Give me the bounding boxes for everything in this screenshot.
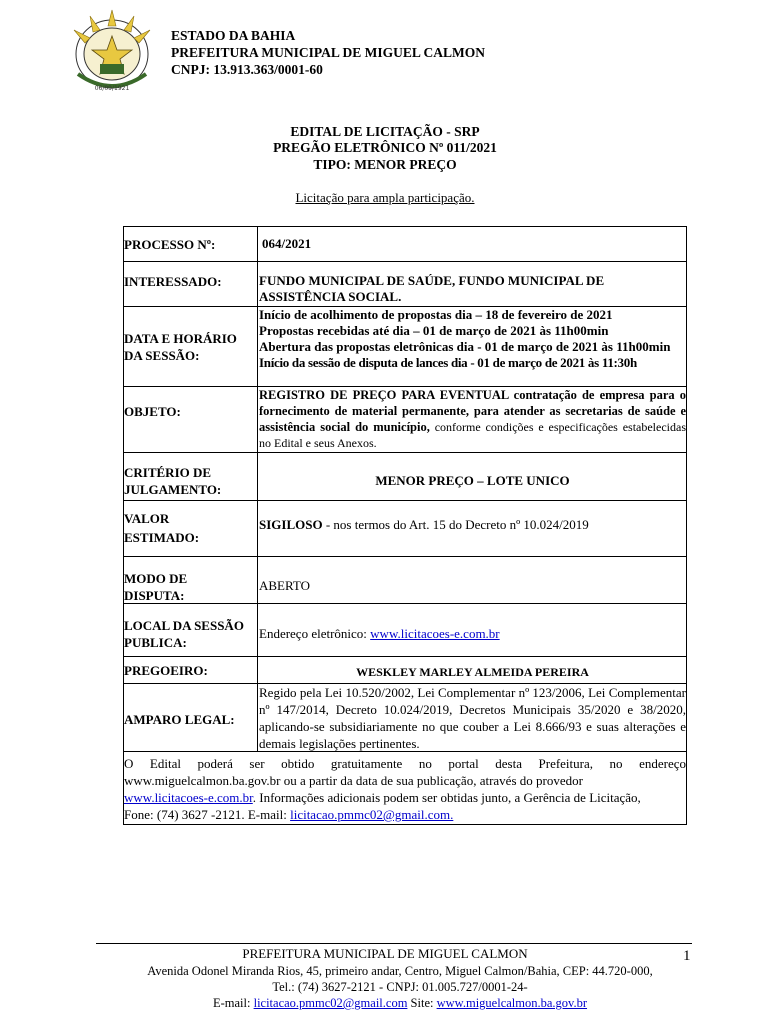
tipo-title: TIPO: MENOR PREÇO [313, 157, 457, 172]
row-divider [123, 500, 687, 501]
data-line-recebidas: Propostas recebidas até dia – 01 de março de 2021 às 11h00min [259, 323, 609, 338]
modo-label: MODO DE DISPUTA: [124, 571, 188, 603]
notice-text3: Fone: (74) 3627 -2121. E-mail: [124, 807, 291, 822]
objeto-label: OBJETO: [124, 404, 181, 419]
pregoeiro-value: WESKLEY MARLEY ALMEIDA PEREIRA [356, 665, 589, 679]
pregao-title: PREGÃO ELETRÔNICO Nº 011/2021 [273, 140, 497, 155]
notice-line3 [124, 789, 686, 806]
table-border-bottom [123, 824, 687, 825]
row-divider [123, 656, 687, 657]
amparo-value: Regido pela Lei 10.520/2002, Lei Complementar nº 123/2006, Lei Complementar nº 147/2014, Decreto 10.024/2019, Decretos Municipais 35/2020 e 38/2020, aplicando-se subsidiariamente no que couber a Lei 8.666/93 e suas alterações e demais legislações pertinentes. [259, 685, 686, 751]
notice-line1: O Edital poderá ser obtido gratuitamente no portal desta Prefeitura, no endereço [124, 756, 686, 771]
data-horario-value [259, 307, 689, 371]
municipal-seal-logo [60, 8, 164, 94]
amparo-label: AMPARO LEGAL: [124, 712, 235, 727]
notice-text2: . Informações adicionais podem ser obtidas junto, a Gerência de Licitação, [252, 790, 641, 805]
row-divider [123, 452, 687, 453]
page-number: 1 [683, 948, 691, 964]
criterio-label: CRITÉRIO DE JULGAMENTO: [124, 465, 222, 497]
valor-bold-text: SIGILOSO [259, 517, 323, 532]
licitacoes-link[interactable]: www.licitacoes-e.com.br [370, 626, 500, 641]
data-line-acolhimento: Início de acolhimento de propostas dia – 18 de fevereiro de 2021 [259, 307, 613, 322]
table-border-top [123, 226, 687, 227]
data-line-disputa: Início da sessão de disputa de lances dia - 01 de março de 2021 às 11:30h [259, 355, 637, 370]
column-divider [257, 226, 258, 752]
valor-normal-text: - nos termos do Art. 15 do Decreto nº 10.024/2019 [322, 517, 589, 532]
footer-site-prefix: Site: [407, 996, 437, 1010]
footer-title: PREFEITURA MUNICIPAL DE MIGUEL CALMON [242, 946, 528, 961]
valor-label-line2: ESTIMADO: [124, 530, 200, 545]
subtitle: Licitação para ampla participação. [295, 190, 475, 205]
notice-line2: www.miguelcalmon.ba.gov.br ou a partir da data de sua publicação, através do provedor [124, 773, 583, 788]
header-state: ESTADO DA BAHIA [171, 28, 296, 43]
header-cnpj: CNPJ: 13.913.363/0001-60 [171, 62, 323, 77]
local-value [259, 626, 686, 642]
processo-value: 064/2021 [262, 236, 312, 251]
valor-label-line1: VALOR [124, 511, 170, 526]
edital-notice [124, 755, 686, 823]
local-label-line2: PUBLICA: [124, 635, 187, 650]
data-horario-label: DATA E HORÁRIO DA SESSÃO: [124, 331, 237, 363]
row-divider [123, 556, 687, 557]
footer-site-link[interactable]: www.miguelcalmon.ba.gov.br [436, 996, 588, 1010]
interessado-value: FUNDO MUNICIPAL DE SAÚDE, FUNDO MUNICIPAL DE ASSISTÊNCIA SOCIAL. [259, 273, 605, 304]
interessado-label: INTERESSADO: [124, 274, 222, 289]
valor-value [259, 517, 686, 533]
row-divider [123, 261, 687, 262]
notice-email-link[interactable]: licitacao.pmmc02@gmail.com. [290, 807, 454, 822]
svg-text:06/09/1921: 06/09/1921 [94, 85, 130, 92]
edital-title: EDITAL DE LICITAÇÃO - SRP [290, 124, 480, 139]
criterio-value: MENOR PREÇO – LOTE UNICO [375, 473, 570, 488]
footer-contact [90, 995, 710, 1011]
header-prefeitura: PREFEITURA MUNICIPAL DE MIGUEL CALMON [171, 45, 486, 60]
objeto-bold-text: REGISTRO DE PREÇO PARA EVENTUAL contratação de empresa para o fornecimento de material permanente, para atender as secretarias de saúde e assistência social do município, [259, 388, 686, 434]
footer-rule [96, 943, 692, 944]
objeto-value [259, 387, 686, 451]
processo-label: PROCESSO Nº: [124, 237, 216, 252]
local-label-line1: LOCAL DA SESSÃO [124, 618, 244, 633]
objeto-normal-text: conforme condições e especificações estabelecidas no Edital e seus Anexos. [259, 420, 686, 450]
footer-email-prefix: E-mail: [212, 996, 254, 1010]
footer-email-link[interactable]: licitacao.pmmc02@gmail.com [253, 996, 408, 1010]
notice-line4 [124, 806, 686, 823]
local-prefix: Endereço eletrônico: [259, 626, 371, 641]
pregoeiro-label: PREGOEIRO: [124, 663, 208, 678]
modo-value: ABERTO [259, 578, 310, 593]
footer-tel: Tel.: (74) 3627-2121 - CNPJ: 01.005.727/0001-24- [272, 980, 528, 994]
data-line-abertura: Abertura das propostas eletrônicas dia - 01 de março de 2021 às 11h00min [259, 339, 671, 354]
licitacoes-notice-link[interactable]: www.licitacoes-e.com.br [124, 790, 253, 805]
footer-address: Avenida Odonel Miranda Rios, 45, primeiro andar, Centro, Miguel Calmon/Bahia, CEP: 44.720-000, [147, 964, 653, 978]
